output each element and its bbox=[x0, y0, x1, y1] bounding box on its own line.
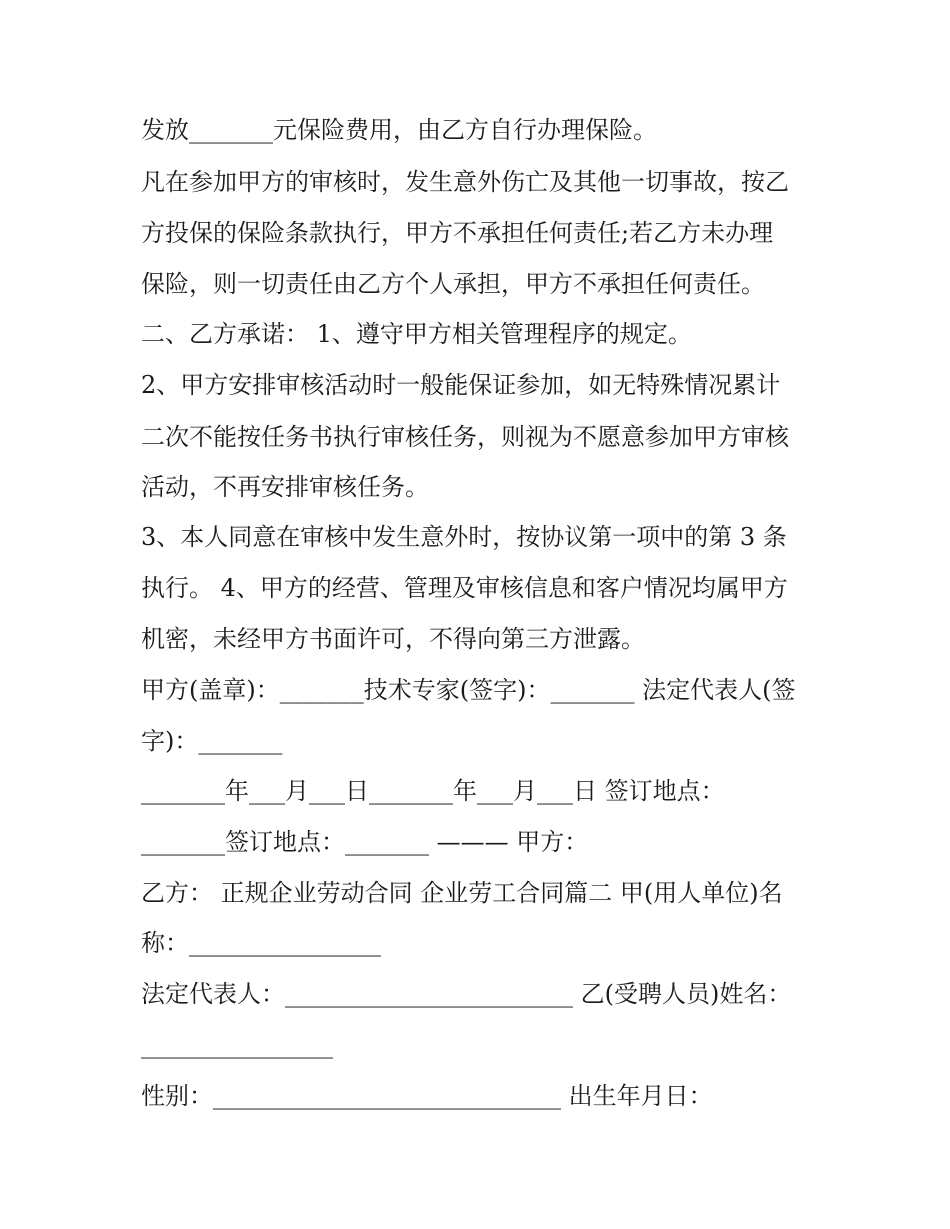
text-line: 机密，未经甲方书面许可，不得向第三方泄露。 bbox=[141, 625, 645, 653]
text-line: 性别：_____________________________ 出生年月日： bbox=[141, 1082, 713, 1110]
text-line: 甲方(盖章)：_______技术专家(签字)：_______ 法定代表人(签 bbox=[141, 676, 796, 704]
text-line: 法定代表人：________________________ 乙(受聘人员)姓名： bbox=[141, 980, 792, 1008]
text-line: 凡在参加甲方的审核时，发生意外伤亡及其他一切事故，按乙 bbox=[141, 168, 789, 196]
text-line: 3、本人同意在审核中发生意外时，按协议第一项中的第 3 条 bbox=[141, 523, 787, 551]
text-line: 执行。 4、甲方的经营、管理及审核信息和客户情况均属甲方 bbox=[141, 574, 788, 602]
text-line: ________________ bbox=[141, 1031, 333, 1059]
text-line: 二次不能按任务书执行审核任务，则视为不愿意参加甲方审核 bbox=[141, 423, 789, 451]
text-line: 乙方： 正规企业劳动合同 企业劳工合同篇二 甲(用人单位)名 bbox=[141, 879, 783, 907]
text-line: 二、乙方承诺： 1、遵守甲方相关管理程序的规定。 bbox=[141, 320, 692, 348]
text-line: _______签订地点：_______ ——— 甲方： bbox=[141, 828, 589, 856]
text-line: 字)：_______ bbox=[141, 727, 283, 755]
text-line: _______年___月___日_______年___月___日 签订地点： bbox=[141, 777, 725, 805]
text-line: 方投保的保险条款执行，甲方不承担任何责任;若乙方未办理 bbox=[141, 219, 774, 247]
text-line: 称：________________ bbox=[141, 929, 381, 957]
text-line: 保险，则一切责任由乙方个人承担，甲方不承担任何责任。 bbox=[141, 270, 765, 298]
text-line: 发放_______元保险费用，由乙方自行办理保险。 bbox=[141, 116, 657, 144]
text-line: 活动，不再安排审核任务。 bbox=[141, 473, 429, 501]
text-line: 2、甲方安排审核活动时一般能保证参加，如无特殊情况累计 bbox=[141, 371, 781, 399]
